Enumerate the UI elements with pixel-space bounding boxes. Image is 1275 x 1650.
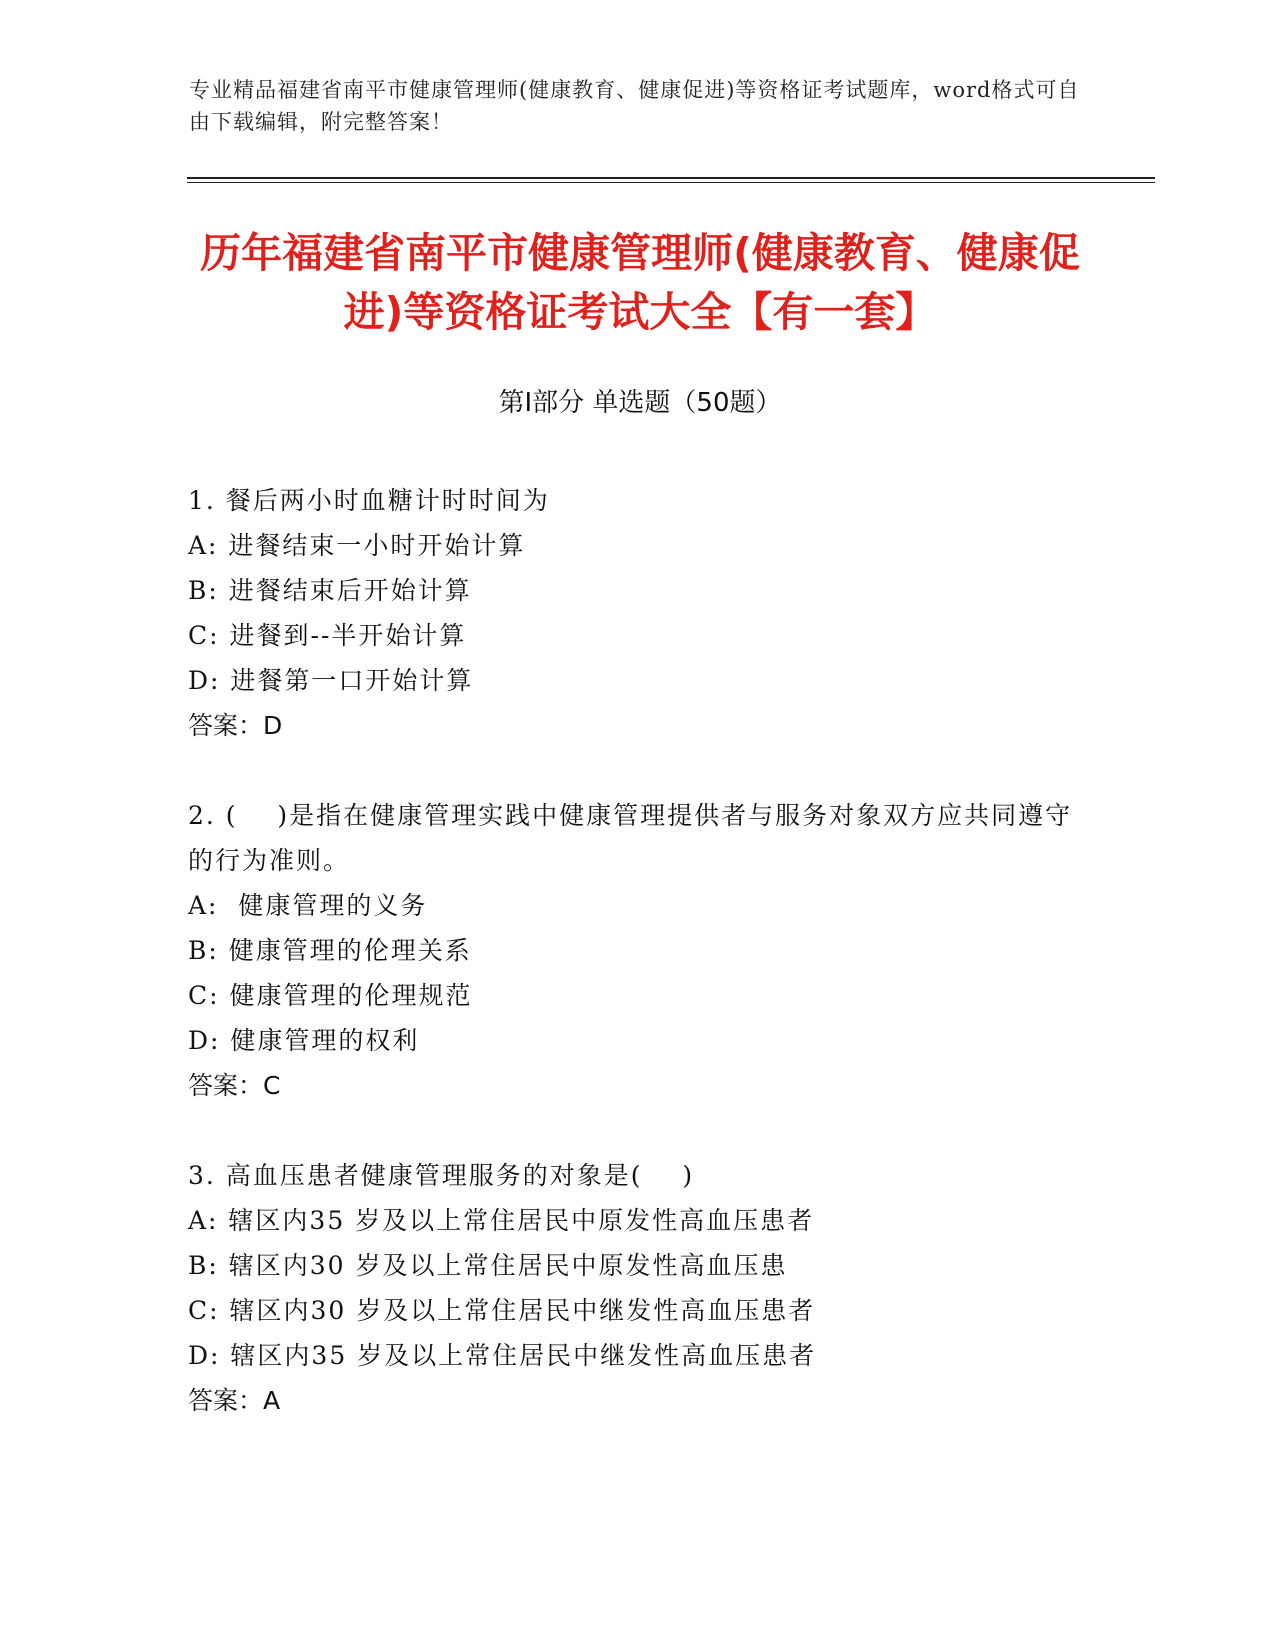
option-c: C: 健康管理的伦理规范 bbox=[188, 981, 473, 1010]
option-b: B: 辖区内30 岁及以上常住居民中原发性高血压患 bbox=[188, 1251, 788, 1280]
option-c: C: 进餐到--半开始计算 bbox=[188, 621, 467, 650]
question-3 bbox=[188, 1153, 1088, 1423]
answer: 答案：A bbox=[188, 1386, 281, 1415]
option-c: C: 辖区内30 岁及以上常住居民中继发性高血压患者 bbox=[188, 1296, 816, 1325]
answer: 答案：D bbox=[188, 711, 283, 740]
header-divider-thin bbox=[187, 182, 1155, 183]
option-d: D: 进餐第一口开始计算 bbox=[188, 666, 474, 695]
option-a: A: 辖区内35 岁及以上常住居民中原发性高血压患者 bbox=[188, 1206, 815, 1235]
question-list bbox=[188, 478, 1088, 1468]
question-stem: 1. 餐后两小时血糖计时时间为 bbox=[188, 486, 550, 515]
option-b: B: 健康管理的伦理关系 bbox=[188, 936, 472, 965]
option-d: D: 健康管理的权利 bbox=[188, 1026, 420, 1055]
section-heading: 第Ⅰ部分 单选题（50题） bbox=[498, 388, 782, 418]
header-divider-thick bbox=[187, 177, 1155, 179]
option-a: A: 健康管理的义务 bbox=[188, 891, 428, 920]
option-a: A: 进餐结束一小时开始计算 bbox=[188, 531, 526, 560]
question-stem: 3. 高血压患者健康管理服务的对象是( ) bbox=[188, 1161, 695, 1190]
option-d: D: 辖区内35 岁及以上常住居民中继发性高血压患者 bbox=[188, 1341, 817, 1370]
header-note: 专业精品福建省南平市健康管理师(健康教育、健康促进)等资格证考试题库，word格式可自由下载编辑，附完整答案！ bbox=[189, 78, 1080, 134]
option-b: B: 进餐结束后开始计算 bbox=[188, 576, 472, 605]
document-title: 历年福建省南平市健康管理师(健康教育、健康促进)等资格证考试大全【有一套】 bbox=[200, 229, 1080, 336]
question-1 bbox=[188, 478, 1088, 748]
question-stem: 2. ( )是指在健康管理实践中健康管理提供者与服务对象双方应共同遵守的行为准则。 bbox=[188, 801, 1073, 875]
answer: 答案：C bbox=[188, 1071, 281, 1100]
question-2 bbox=[188, 793, 1088, 1108]
